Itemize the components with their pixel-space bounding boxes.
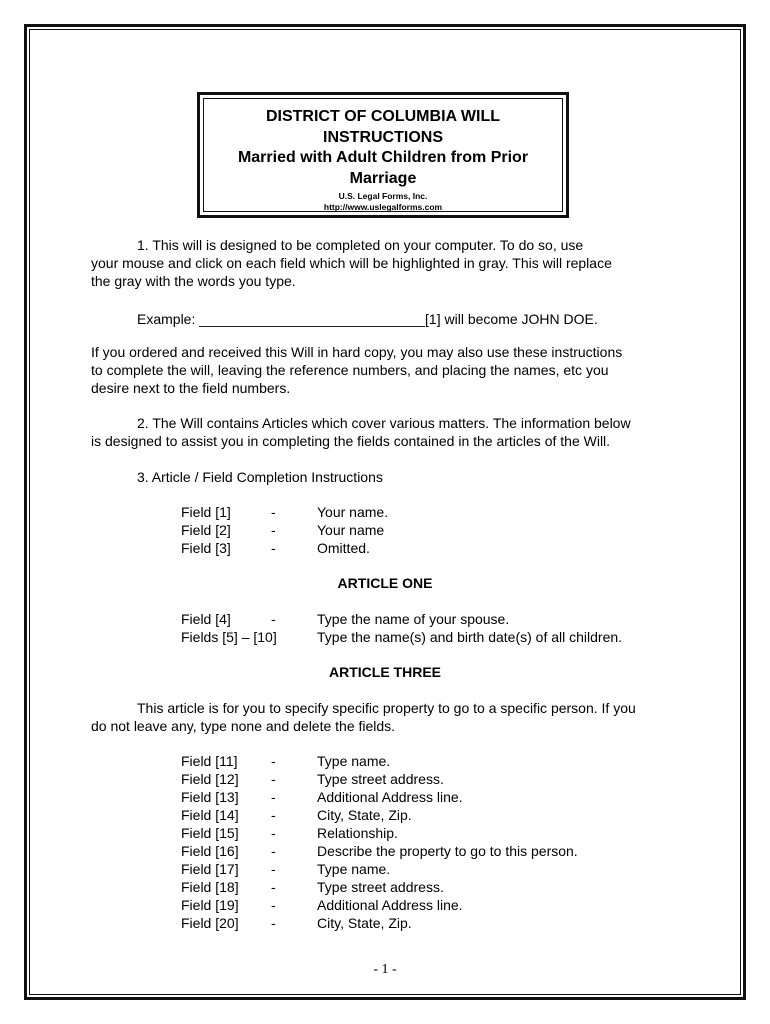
- field-label: Field [19]: [181, 897, 239, 913]
- hard-copy-line: desire next to the field numbers.: [91, 380, 291, 396]
- article-one-heading: ARTICLE ONE: [337, 575, 433, 591]
- field-row: [0, 611, 770, 629]
- article-three-intro: This article is for you to specify specific property to go to a specific person. If you: [137, 700, 636, 716]
- field-row: [0, 879, 770, 897]
- field-description: Additional Address line.: [317, 789, 463, 805]
- field-row: [0, 771, 770, 789]
- field-description: Additional Address line.: [317, 897, 463, 913]
- field-label: Fields [5] – [10]: [181, 629, 277, 645]
- field-description: Omitted.: [317, 540, 370, 556]
- field-description: Type the name(s) and birth date(s) of all children.: [317, 629, 623, 645]
- field-row: [0, 522, 770, 540]
- field-label: Field [16]: [181, 843, 239, 859]
- field-row: [0, 861, 770, 879]
- subtitle-line: Marriage: [349, 169, 417, 187]
- field-row: [0, 843, 770, 861]
- page-number: - 1 -: [373, 962, 397, 977]
- field-dash: -: [271, 879, 276, 895]
- field-description: Type street address.: [317, 771, 444, 787]
- publisher-name: U.S. Legal Forms, Inc.: [338, 191, 428, 201]
- field-description: Type name.: [317, 861, 391, 877]
- field-dash: -: [271, 807, 276, 823]
- field-dash: -: [271, 861, 276, 877]
- field-dash: -: [271, 522, 276, 538]
- field-label: Field [17]: [181, 861, 239, 877]
- field-row: [0, 540, 770, 558]
- field-dash: -: [271, 611, 276, 627]
- title-line: DISTRICT OF COLUMBIA WILL: [265, 108, 501, 125]
- field-label: Field [12]: [181, 771, 239, 787]
- field-label: Field [15]: [181, 825, 239, 841]
- field-dash: -: [271, 843, 276, 859]
- field-description: Describe the property to go to this person.: [317, 843, 578, 859]
- field-label: Field [11]: [181, 753, 238, 769]
- instruction-1-line: the gray with the words you type.: [91, 273, 296, 289]
- title-box: [197, 92, 569, 218]
- field-description: Type street address.: [317, 879, 444, 895]
- title-line: INSTRUCTIONS: [323, 128, 443, 146]
- field-dash: -: [271, 915, 276, 931]
- hard-copy-line: to complete the will, leaving the reference numbers, and placing the names, etc you: [91, 362, 609, 378]
- instruction-1-line: your mouse and click on each field which will be highlighted in gray. This will replace: [91, 255, 612, 271]
- field-label: Field [13]: [181, 789, 239, 805]
- field-description: Relationship.: [317, 825, 398, 841]
- field-row: [0, 629, 770, 647]
- hard-copy-line: If you ordered and received this Will in hard copy, you may also use these instructions: [91, 344, 623, 360]
- field-dash: -: [271, 789, 276, 805]
- example-line: Example: _____________________________[1] will become JOHN DOE.: [137, 311, 598, 327]
- field-dash: -: [271, 504, 276, 520]
- field-label: Field [2]: [181, 522, 231, 538]
- field-label: Field [1]: [181, 504, 231, 520]
- field-dash: -: [271, 897, 276, 913]
- field-dash: -: [271, 753, 276, 769]
- field-label: Field [14]: [181, 807, 239, 823]
- field-row: [0, 825, 770, 843]
- field-description: Type name.: [317, 753, 391, 769]
- field-row: [0, 753, 770, 771]
- field-description: Your name.: [317, 504, 389, 520]
- field-dash: -: [271, 540, 276, 556]
- article-three-intro: do not leave any, type none and delete the fields.: [91, 718, 396, 734]
- publisher-url: http://www.uslegalforms.com: [323, 202, 443, 212]
- field-description: City, State, Zip.: [317, 915, 412, 931]
- field-description: Type the name of your spouse.: [317, 611, 510, 627]
- instruction-1-line: 1. This will is designed to be completed on your computer. To do so, use: [137, 237, 584, 253]
- field-dash: -: [271, 825, 276, 841]
- field-label: Field [4]: [181, 611, 231, 627]
- field-row: [0, 789, 770, 807]
- field-label: Field [20]: [181, 915, 239, 931]
- field-dash: -: [271, 771, 276, 787]
- instruction-3-heading: 3. Article / Field Completion Instructions: [137, 469, 383, 485]
- field-row: [0, 915, 770, 933]
- field-row: [0, 504, 770, 522]
- subtitle-line: Married with Adult Children from Prior: [237, 149, 529, 166]
- field-description: City, State, Zip.: [317, 807, 412, 823]
- instruction-2-line: 2. The Will contains Articles which cover various matters. The information below: [137, 415, 631, 431]
- field-description: Your name: [317, 522, 385, 538]
- field-label: Field [18]: [181, 879, 239, 895]
- field-row: [0, 897, 770, 915]
- field-label: Field [3]: [181, 540, 231, 556]
- article-three-heading: ARTICLE THREE: [329, 664, 441, 680]
- field-row: [0, 807, 770, 825]
- instruction-2-line: is designed to assist you in completing the fields contained in the articles of the Will.: [91, 433, 611, 449]
